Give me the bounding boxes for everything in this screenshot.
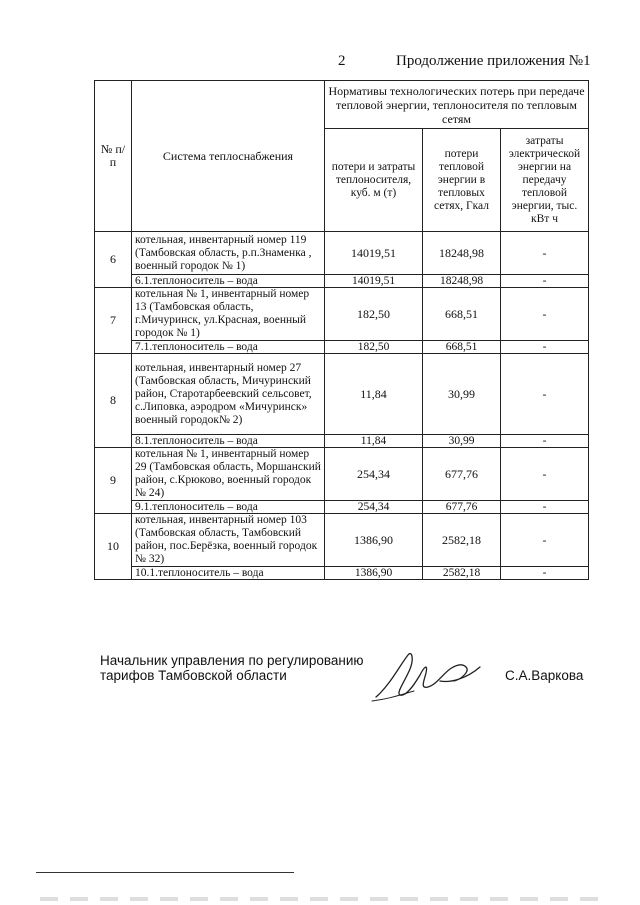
system-cell: котельная № 1, инвентарный номер 29 (Тамбовская область, Моршанский район, с.Крюково, военный городок № 24) <box>132 448 325 501</box>
footer-scan-artifact <box>40 897 600 901</box>
signatory-title <box>100 653 364 683</box>
electricity-cell: - <box>501 288 589 341</box>
row-number: 8 <box>95 354 132 448</box>
losses-cell: 11,84 <box>325 435 423 448</box>
row-number: 7 <box>95 288 132 354</box>
column-header-heat: потери тепловой энергии в тепловых сетях, Гкал <box>423 129 501 232</box>
electricity-cell: - <box>501 275 589 288</box>
losses-cell: 182,50 <box>325 288 423 341</box>
losses-cell: 182,50 <box>325 341 423 354</box>
signatory-name: С.А.Варкова <box>505 668 584 683</box>
losses-cell: 254,34 <box>325 501 423 514</box>
electricity-cell: - <box>501 435 589 448</box>
losses-cell: 1386,90 <box>325 514 423 567</box>
table-subrow <box>95 341 589 354</box>
column-header-num: № п/п <box>95 81 132 232</box>
signatory-title-line1: Начальник управления по регулированию <box>100 653 364 668</box>
table-row <box>95 354 589 435</box>
subsystem-cell: 10.1.теплоноситель – вода <box>132 567 325 580</box>
losses-cell: 254,34 <box>325 448 423 501</box>
continuation-header: Продолжение приложения №1 <box>396 53 591 69</box>
table-row <box>95 448 589 501</box>
column-header-losses: потери и затраты теплоносителя, куб. м (т) <box>325 129 423 232</box>
losses-cell: 14019,51 <box>325 275 423 288</box>
electricity-cell: - <box>501 232 589 275</box>
row-number: 9 <box>95 448 132 514</box>
electricity-cell: - <box>501 448 589 501</box>
heat-cell: 30,99 <box>423 354 501 435</box>
norms-table <box>94 80 589 580</box>
table-row <box>95 288 589 341</box>
table-subrow <box>95 501 589 514</box>
footer-divider <box>36 872 294 873</box>
subsystem-cell: 8.1.теплоноситель – вода <box>132 435 325 448</box>
table-row <box>95 514 589 567</box>
subsystem-cell: 9.1.теплоноситель – вода <box>132 501 325 514</box>
losses-cell: 11,84 <box>325 354 423 435</box>
electricity-cell: - <box>501 514 589 567</box>
signatory-title-line2: тарифов Тамбовской области <box>100 668 287 683</box>
heat-cell: 2582,18 <box>423 514 501 567</box>
heat-cell: 677,76 <box>423 448 501 501</box>
heat-cell: 18248,98 <box>423 275 501 288</box>
table-row <box>95 232 589 275</box>
row-number: 6 <box>95 232 132 288</box>
row-number: 10 <box>95 514 132 580</box>
system-cell: котельная, инвентарный номер 119 (Тамбовская область, р.п.Знаменка , военный городок № 1) <box>132 232 325 275</box>
system-cell: котельная, инвентарный номер 103 (Тамбовская область, Тамбовский район, пос.Берёзка, военный городок № 32) <box>132 514 325 567</box>
heat-cell: 668,51 <box>423 288 501 341</box>
losses-cell: 14019,51 <box>325 232 423 275</box>
heat-cell: 30,99 <box>423 435 501 448</box>
column-header-electricity: затраты электрической энергии на передачу тепловой энергии, тыс. кВт ч <box>501 129 589 232</box>
table-subrow <box>95 275 589 288</box>
table-subrow <box>95 435 589 448</box>
heat-cell: 2582,18 <box>423 567 501 580</box>
column-header-system: Система теплоснабжения <box>132 81 325 232</box>
heat-cell: 668,51 <box>423 341 501 354</box>
electricity-cell: - <box>501 341 589 354</box>
system-cell: котельная № 1, инвентарный номер 13 (Тамбовская область, г.Мичуринск, ул.Красная, военный городок № 1) <box>132 288 325 341</box>
handwritten-signature <box>370 645 490 705</box>
table-subrow <box>95 567 589 580</box>
electricity-cell: - <box>501 354 589 435</box>
subsystem-cell: 7.1.теплоноситель – вода <box>132 341 325 354</box>
page-number: 2 <box>338 53 346 69</box>
electricity-cell: - <box>501 567 589 580</box>
column-header-norms: Нормативы технологических потерь при передаче тепловой энергии, теплоносителя по тепловым сетям <box>325 81 589 129</box>
losses-cell: 1386,90 <box>325 567 423 580</box>
electricity-cell: - <box>501 501 589 514</box>
subsystem-cell: 6.1.теплоноситель – вода <box>132 275 325 288</box>
heat-cell: 677,76 <box>423 501 501 514</box>
system-cell: котельная, инвентарный номер 27 (Тамбовская область, Мичуринский район, Старотарбеевский сельсовет, с.Липовка, аэродром «Мичуринск» военный городок№ 2) <box>132 354 325 435</box>
heat-cell: 18248,98 <box>423 232 501 275</box>
